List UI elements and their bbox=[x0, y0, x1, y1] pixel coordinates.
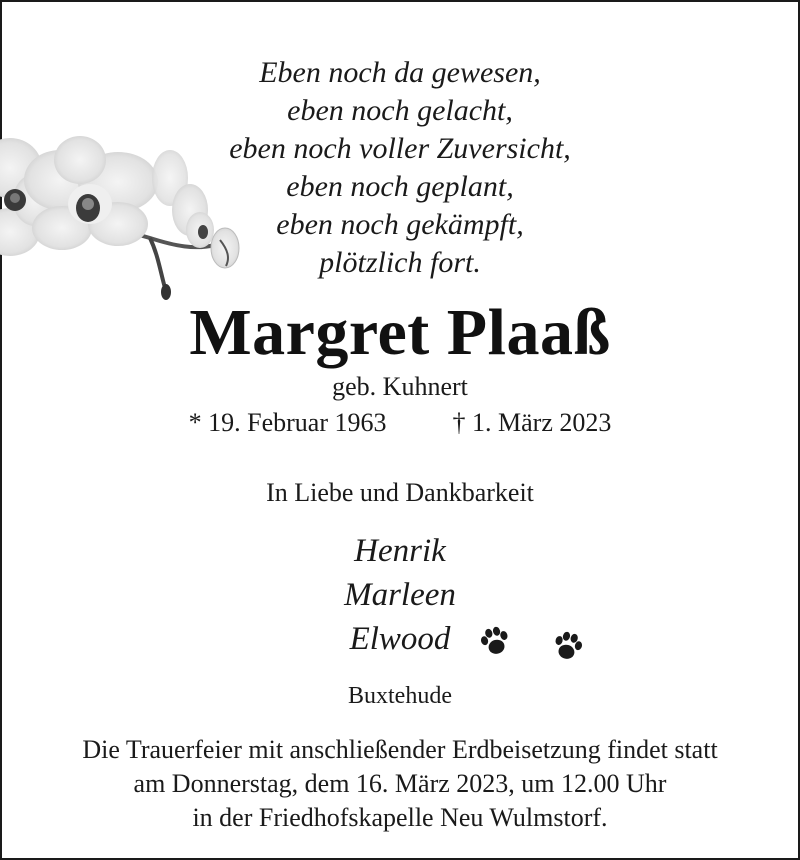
mourner-name: Marleen bbox=[344, 577, 456, 613]
poem-line: Eben noch da gewesen, bbox=[259, 56, 541, 89]
mourner-name: Elwood bbox=[349, 621, 451, 657]
funeral-info bbox=[0, 733, 800, 835]
poem-line: eben noch voller Zuversicht, bbox=[229, 132, 571, 165]
paw-print-icon bbox=[478, 624, 512, 658]
life-dates bbox=[0, 406, 800, 440]
poem-line: eben noch geplant, bbox=[286, 170, 514, 203]
funeral-line: Die Trauerfeier mit anschließender Erdbeisetzung findet statt bbox=[82, 735, 718, 764]
poem-line: plötzlich fort. bbox=[319, 246, 481, 279]
birth-date: * 19. Februar 1963 bbox=[188, 408, 387, 437]
poem-line: eben noch gelacht, bbox=[287, 94, 513, 127]
poem-line: eben noch gekämpft, bbox=[276, 208, 524, 241]
paw-print-icon bbox=[551, 629, 585, 663]
death-date: † 1. März 2023 bbox=[452, 408, 612, 437]
thanks-line: In Liebe und Dankbarkeit bbox=[266, 478, 534, 507]
deceased-name: Margret Plaaß bbox=[189, 296, 611, 369]
funeral-line: am Donnerstag, dem 16. März 2023, um 12.00 Uhr bbox=[133, 769, 667, 798]
mourner-name: Henrik bbox=[354, 533, 446, 569]
poem bbox=[0, 54, 800, 282]
funeral-line: in der Friedhofskapelle Neu Wulmstorf. bbox=[192, 803, 608, 832]
place-name: Buxtehude bbox=[348, 683, 452, 709]
birth-name: geb. Kuhnert bbox=[332, 372, 468, 401]
